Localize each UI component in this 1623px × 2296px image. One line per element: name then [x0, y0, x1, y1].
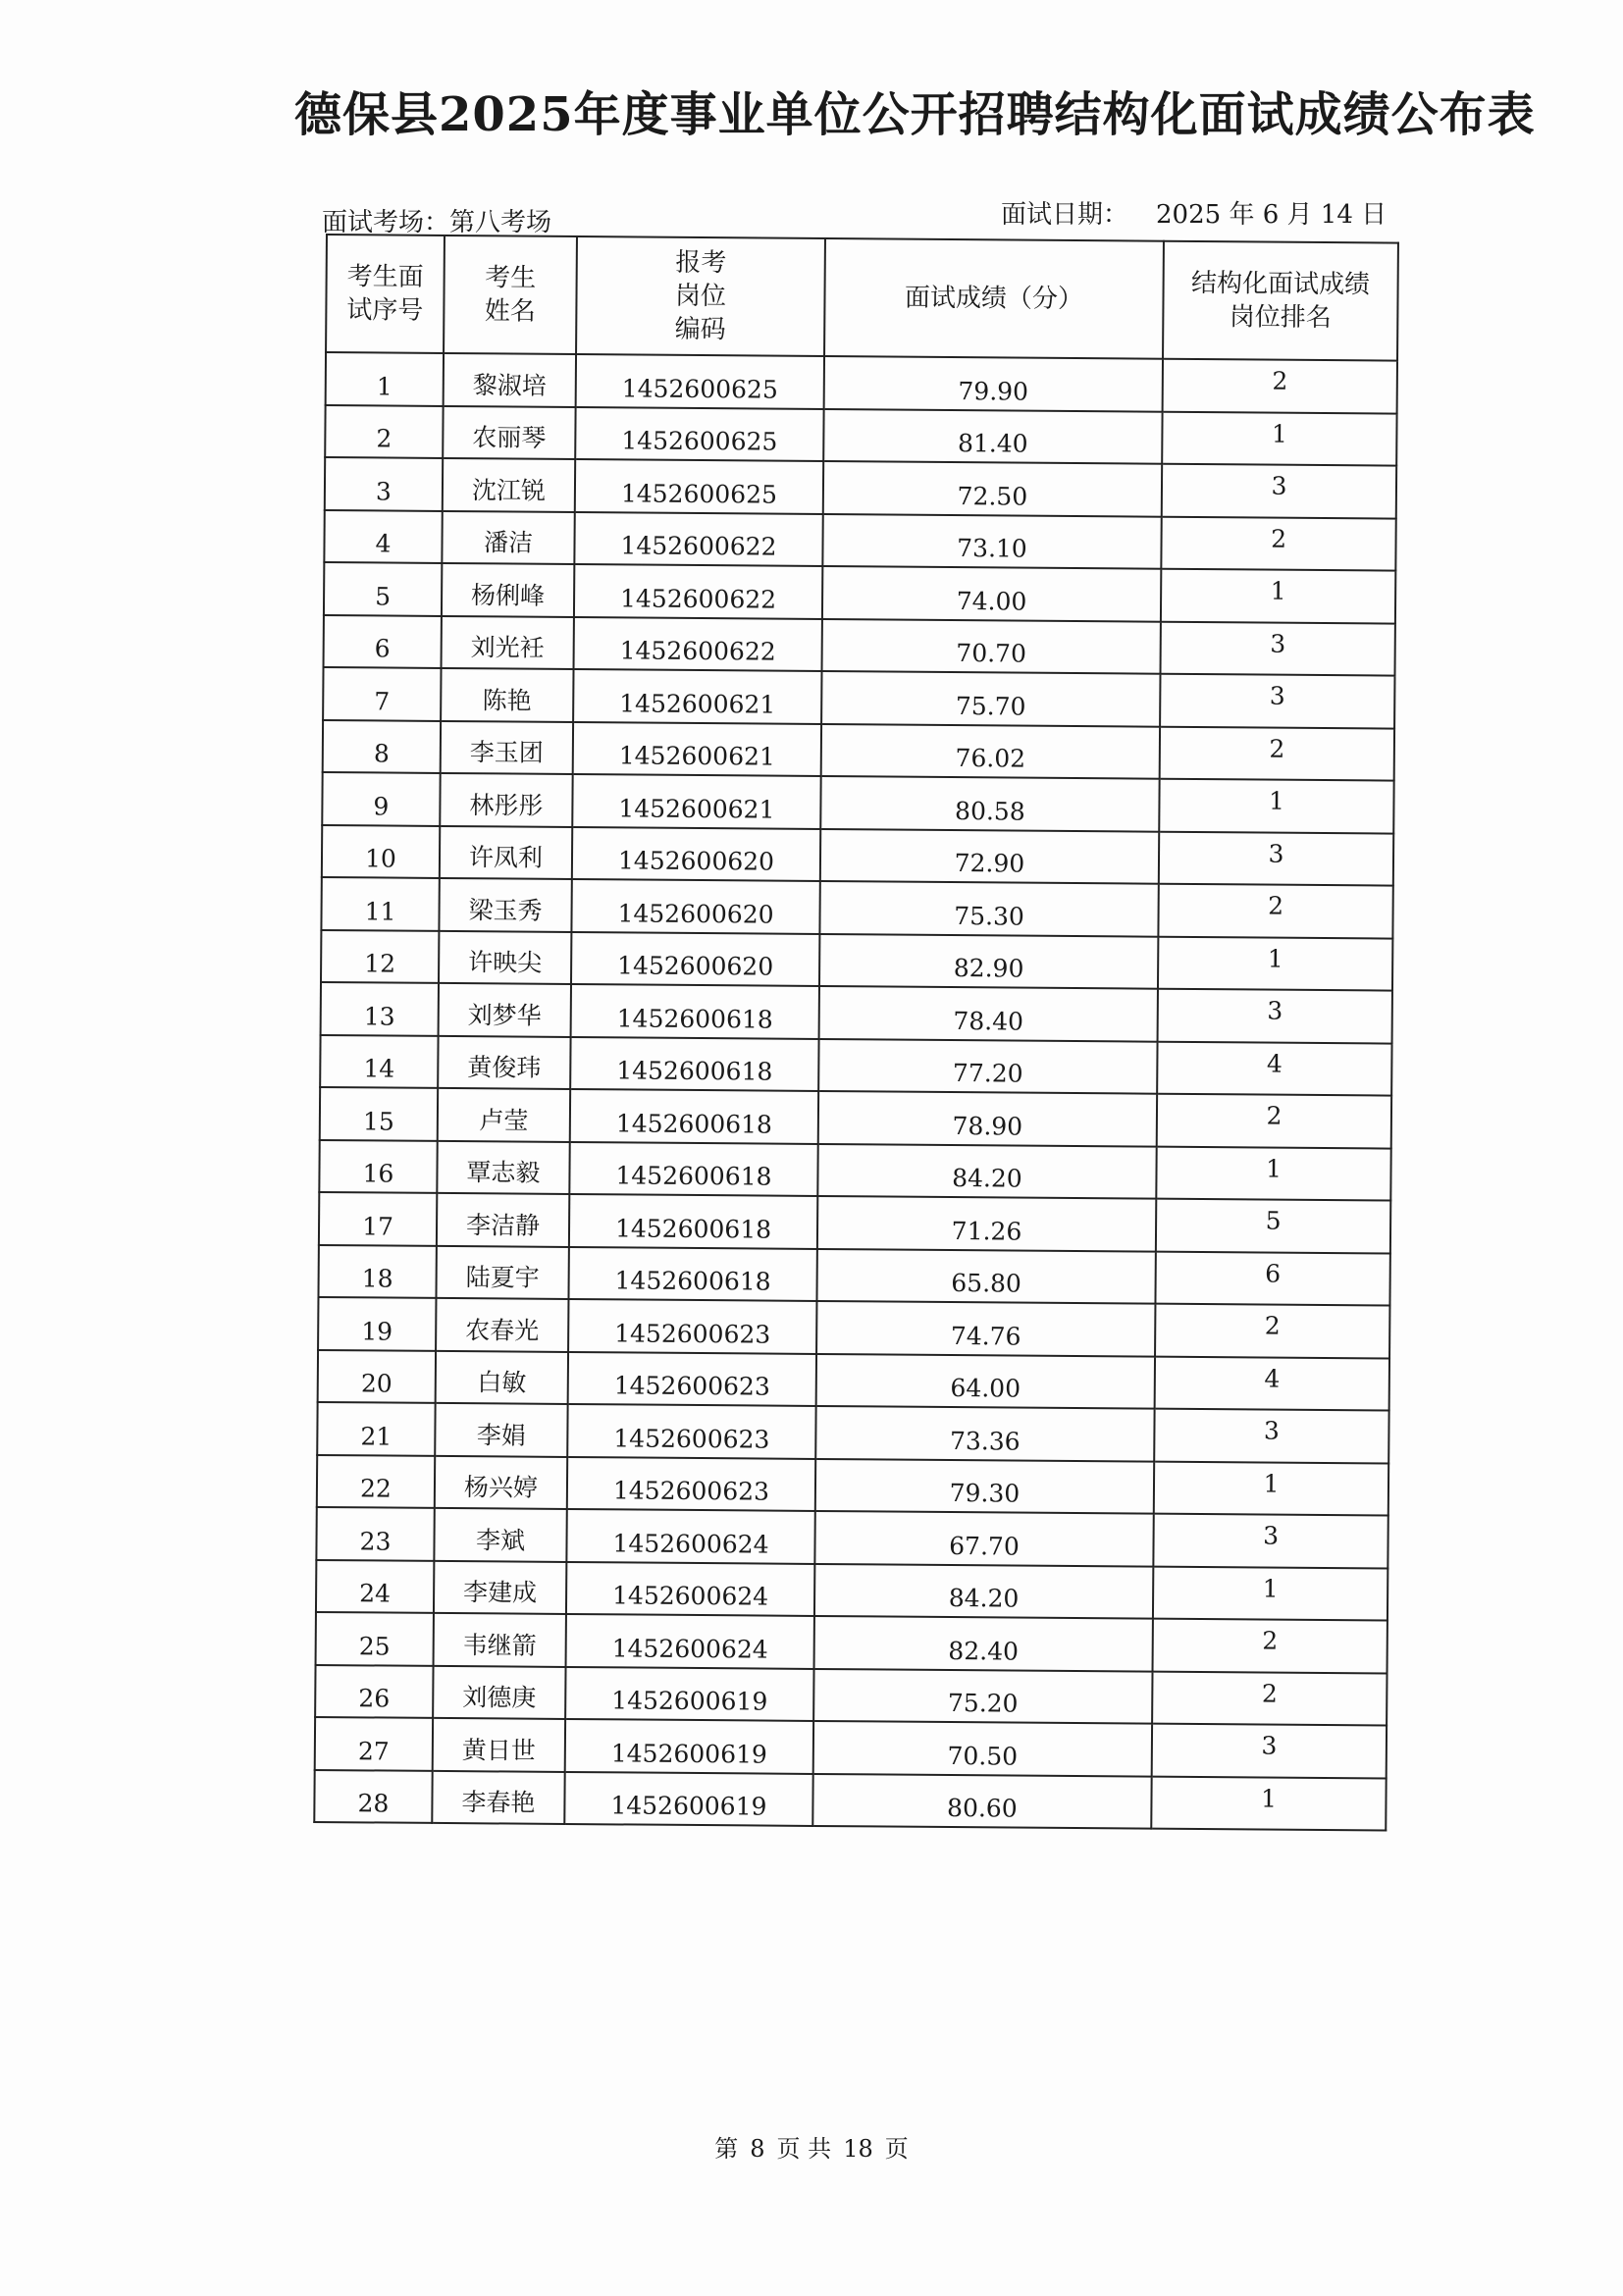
- date-label: 面试日期：: [1001, 200, 1129, 230]
- table-row: [323, 667, 1394, 728]
- cell-score: 71.26: [817, 1196, 1156, 1251]
- cell-name: 陆夏宇: [436, 1245, 568, 1299]
- cell-score: 74.00: [822, 566, 1161, 621]
- cell-seq: 4: [324, 509, 442, 562]
- document-title: 德保县2025年度事业单位公开招聘结构化面试成绩公布表: [294, 87, 1536, 142]
- score-table-container: [313, 234, 1397, 1832]
- cell-name: 刘光衽: [442, 615, 574, 669]
- cell-score: 80.60: [812, 1773, 1151, 1828]
- cell-code: 1452600624: [566, 1614, 814, 1668]
- table-row: [321, 877, 1392, 938]
- cell-seq: 3: [325, 457, 443, 510]
- venue-label: 面试考场：: [322, 208, 450, 237]
- cell-score: 81.40: [823, 408, 1162, 463]
- table-header-row: [326, 235, 1398, 361]
- table-row: [320, 1087, 1391, 1148]
- cell-seq: 21: [317, 1402, 435, 1455]
- cell-rank: 1: [1156, 1146, 1390, 1200]
- cell-score: 70.50: [813, 1721, 1152, 1776]
- cell-name: 沈江锐: [443, 458, 575, 512]
- cell-rank: 1: [1159, 779, 1393, 833]
- cell-name: 黎淑培: [444, 353, 576, 407]
- header-seq: 考生面 试序号: [326, 235, 445, 353]
- cell-rank: 1: [1158, 936, 1392, 990]
- cell-rank: 3: [1162, 464, 1396, 518]
- cell-rank: 3: [1153, 1514, 1387, 1568]
- cell-score: 79.90: [824, 356, 1163, 411]
- table-row: [320, 1034, 1391, 1095]
- cell-rank: 3: [1152, 1724, 1387, 1778]
- cell-score: 67.70: [814, 1511, 1153, 1566]
- cell-score: 75.20: [813, 1668, 1152, 1723]
- cell-seq: 16: [319, 1139, 437, 1192]
- header-code: 报考 岗位 编码: [576, 236, 825, 356]
- cell-code: 1452600619: [565, 1719, 813, 1773]
- cell-seq: 20: [318, 1349, 436, 1402]
- cell-code: 1452600625: [575, 407, 823, 461]
- cell-code: 1452600622: [574, 564, 822, 618]
- table-row: [324, 509, 1395, 570]
- cell-rank: 2: [1160, 726, 1394, 780]
- cell-score: 75.30: [819, 881, 1158, 936]
- cell-score: 74.76: [816, 1301, 1155, 1356]
- cell-code: 1452600619: [565, 1666, 813, 1720]
- cell-rank: 4: [1157, 1041, 1391, 1095]
- header-rank: 结构化面试成绩 岗位排名: [1163, 241, 1398, 361]
- cell-seq: 7: [323, 667, 441, 720]
- cell-code: 1452600618: [569, 1194, 817, 1248]
- table-row: [323, 719, 1394, 780]
- cell-name: 黄日世: [433, 1718, 565, 1772]
- cell-score: 73.36: [815, 1406, 1154, 1461]
- cell-score: 80.58: [820, 776, 1159, 831]
- table-row: [321, 982, 1392, 1043]
- cell-score: 72.50: [823, 461, 1162, 516]
- cell-seq: 12: [321, 929, 439, 982]
- cell-rank: 2: [1157, 1094, 1391, 1148]
- cell-name: 白敏: [436, 1350, 568, 1404]
- table-body: [314, 352, 1397, 1831]
- cell-name: 刘德庚: [433, 1665, 565, 1719]
- header-name: 考生 姓名: [444, 235, 577, 354]
- cell-name: 李建成: [434, 1560, 566, 1614]
- cell-name: 林彤彤: [440, 773, 572, 827]
- cell-rank: 3: [1154, 1409, 1388, 1463]
- cell-seq: 6: [324, 614, 442, 667]
- cell-rank: 3: [1160, 674, 1394, 728]
- venue-value: 第八考场: [449, 208, 552, 237]
- cell-seq: 28: [314, 1769, 432, 1822]
- page-total: 18: [843, 2135, 873, 2163]
- cell-seq: 1: [326, 352, 444, 405]
- cell-name: 覃志毅: [437, 1140, 569, 1194]
- cell-name: 李玉团: [441, 720, 573, 774]
- cell-code: 1452600620: [571, 879, 819, 933]
- cell-rank: 1: [1153, 1566, 1387, 1620]
- cell-name: 李春艳: [432, 1770, 564, 1824]
- cell-score: 84.20: [814, 1563, 1153, 1618]
- cell-name: 农春光: [436, 1298, 568, 1352]
- cell-rank: 1: [1151, 1776, 1386, 1830]
- cell-seq: 23: [316, 1507, 434, 1560]
- cell-code: 1452600621: [572, 774, 820, 828]
- table-row: [321, 929, 1392, 990]
- cell-code: 1452600620: [572, 826, 820, 880]
- cell-code: 1452600623: [567, 1404, 815, 1458]
- cell-name: 潘洁: [442, 510, 574, 564]
- cell-score: 79.30: [815, 1458, 1154, 1513]
- cell-rank: 2: [1152, 1671, 1387, 1725]
- cell-rank: 5: [1156, 1199, 1390, 1253]
- table-row: [318, 1349, 1389, 1410]
- cell-name: 杨俐峰: [442, 563, 574, 617]
- cell-name: 李斌: [434, 1508, 566, 1562]
- cell-code: 1452600624: [566, 1509, 814, 1563]
- cell-seq: 5: [324, 562, 442, 615]
- table-row: [319, 1139, 1390, 1200]
- cell-rank: 1: [1161, 569, 1395, 623]
- table-row: [316, 1507, 1387, 1568]
- cell-score: 78.40: [819, 986, 1158, 1041]
- cell-score: 78.90: [818, 1091, 1157, 1146]
- cell-score: 70.70: [822, 618, 1161, 673]
- cell-seq: 8: [323, 719, 441, 772]
- cell-score: 65.80: [816, 1248, 1155, 1303]
- page-footer: [0, 2129, 1623, 2164]
- cell-seq: 25: [316, 1612, 434, 1665]
- cell-rank: 3: [1158, 989, 1392, 1043]
- cell-name: 梁玉秀: [439, 878, 571, 932]
- cell-code: 1452600621: [573, 721, 821, 775]
- cell-name: 许映尖: [439, 930, 571, 984]
- cell-rank: 1: [1154, 1461, 1388, 1515]
- cell-code: 1452600618: [571, 984, 819, 1038]
- cell-code: 1452600618: [569, 1141, 817, 1195]
- table-row: [325, 405, 1396, 466]
- cell-seq: 26: [315, 1664, 433, 1717]
- page-prefix: 第: [714, 2135, 739, 2163]
- cell-code: 1452600621: [573, 669, 821, 723]
- cell-code: 1452600618: [568, 1246, 816, 1300]
- cell-rank: 2: [1161, 516, 1395, 570]
- cell-rank: 2: [1163, 359, 1397, 413]
- cell-code: 1452600622: [574, 512, 822, 566]
- cell-seq: 19: [318, 1297, 436, 1350]
- cell-rank: 6: [1155, 1251, 1389, 1305]
- cell-name: 韦继箭: [434, 1613, 566, 1667]
- cell-score: 73.10: [822, 513, 1161, 568]
- cell-seq: 22: [317, 1454, 435, 1507]
- table-row: [325, 457, 1396, 518]
- cell-score: 72.90: [820, 828, 1159, 883]
- cell-rank: 2: [1153, 1619, 1387, 1673]
- table-row: [314, 1769, 1386, 1830]
- cell-seq: 2: [325, 405, 443, 458]
- table-row: [318, 1244, 1389, 1305]
- cell-seq: 10: [322, 824, 440, 877]
- table-row: [315, 1717, 1387, 1778]
- cell-rank: 3: [1161, 621, 1395, 675]
- page-mid: 页 共: [776, 2135, 832, 2163]
- cell-code: 1452600618: [570, 1089, 818, 1143]
- cell-code: 1452600623: [568, 1351, 816, 1405]
- table-row: [324, 614, 1395, 675]
- cell-seq: 9: [322, 772, 440, 825]
- cell-rank: 3: [1159, 831, 1393, 885]
- cell-seq: 27: [315, 1717, 433, 1770]
- table-row: [322, 824, 1393, 885]
- cell-rank: 2: [1158, 884, 1392, 938]
- score-table: [313, 234, 1399, 1832]
- table-row: [322, 772, 1393, 833]
- cell-seq: 14: [320, 1034, 438, 1087]
- table-row: [319, 1192, 1390, 1253]
- cell-name: 许凤利: [440, 825, 572, 879]
- cell-score: 84.20: [817, 1143, 1156, 1198]
- date-info: [1001, 194, 1387, 231]
- header-score: 面试成绩（分）: [824, 238, 1164, 359]
- table-row: [317, 1402, 1388, 1463]
- table-row: [326, 352, 1397, 413]
- table-row: [315, 1664, 1387, 1725]
- cell-rank: 2: [1155, 1304, 1389, 1358]
- cell-name: 李洁静: [437, 1193, 569, 1247]
- cell-rank: 1: [1162, 411, 1396, 465]
- cell-name: 李娟: [435, 1403, 567, 1457]
- cell-seq: 18: [318, 1244, 436, 1297]
- cell-score: 82.90: [819, 933, 1158, 988]
- table-row: [317, 1454, 1388, 1515]
- cell-name: 杨兴婷: [435, 1455, 567, 1509]
- cell-code: 1452600622: [574, 616, 822, 670]
- cell-seq: 11: [321, 877, 439, 930]
- page-suffix: 页: [884, 2135, 909, 2163]
- table-row: [318, 1297, 1389, 1358]
- cell-name: 陈艳: [441, 668, 573, 722]
- cell-seq: 17: [319, 1192, 437, 1245]
- table-row: [316, 1612, 1387, 1673]
- cell-score: 76.02: [821, 723, 1160, 778]
- cell-name: 农丽琴: [443, 405, 575, 459]
- cell-code: 1452600623: [567, 1456, 815, 1510]
- cell-name: 刘梦华: [439, 983, 571, 1037]
- cell-rank: 4: [1155, 1356, 1389, 1410]
- cell-score: 77.20: [818, 1038, 1157, 1093]
- cell-code: 1452600624: [566, 1561, 814, 1615]
- table-row: [324, 562, 1395, 623]
- page-current: 8: [750, 2135, 765, 2163]
- cell-name: 黄俊玮: [438, 1035, 570, 1089]
- cell-code: 1452600625: [575, 459, 823, 513]
- cell-code: 1452600618: [570, 1036, 818, 1090]
- table-row: [316, 1559, 1387, 1620]
- cell-name: 卢莹: [438, 1088, 570, 1142]
- cell-code: 1452600623: [568, 1299, 816, 1353]
- cell-seq: 13: [321, 982, 439, 1035]
- cell-code: 1452600625: [576, 354, 824, 408]
- cell-score: 82.40: [814, 1616, 1153, 1671]
- cell-code: 1452600619: [564, 1771, 812, 1825]
- cell-score: 75.70: [821, 671, 1160, 726]
- cell-code: 1452600620: [571, 931, 819, 985]
- cell-seq: 24: [316, 1559, 434, 1612]
- cell-score: 64.00: [816, 1353, 1155, 1408]
- date-value: 2025 年 6 月 14 日: [1156, 200, 1387, 230]
- cell-seq: 15: [320, 1087, 438, 1140]
